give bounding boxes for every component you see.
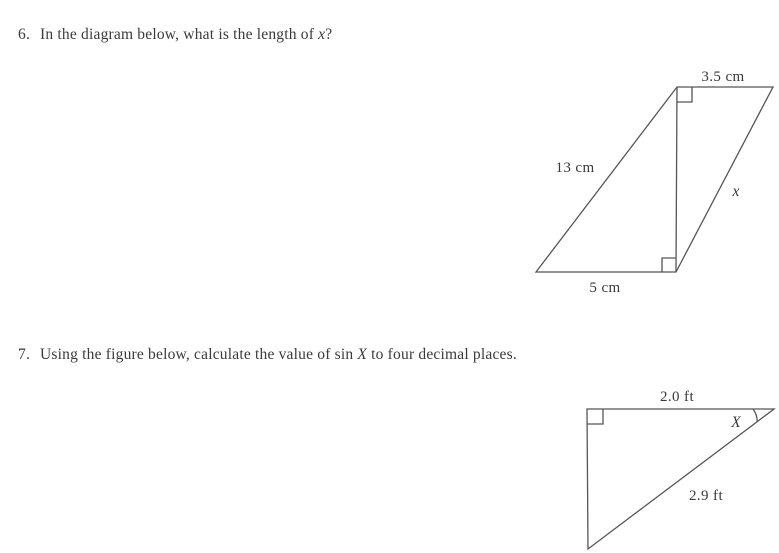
diagram-question-6 [520,55,779,305]
diagram-question-7 [560,380,779,553]
triangle-outline [587,409,774,549]
question-7-variable: X [357,345,368,363]
hypotenuse-label: 2.9 ft [688,488,724,504]
top-side-label: 2.0 ft [659,389,695,405]
question-7-number: 7. [18,345,31,363]
angle-arc [753,409,757,422]
right-angle-marker-bottom [662,258,676,272]
right-angle-marker [587,409,603,424]
top-side-label: 3.5 cm [701,69,745,85]
question-6-variable: x [318,25,326,43]
question-6-text-end: ? [325,25,333,43]
unknown-side-label: x [732,183,740,200]
question-6-text: In the diagram below, what is the length of [40,25,319,43]
angle-label: X [731,414,741,431]
hypotenuse-label: 13 cm [555,160,595,176]
bottom-side-label: 5 cm [589,280,621,296]
question-7 [18,345,517,364]
question-7-text-end: to four decimal places. [367,345,517,363]
question-7-text: Using the figure below, calculate the value of sin [40,345,358,363]
vertical-altitude-line [676,87,677,272]
question-6 [18,25,332,44]
question-6-number: 6. [18,25,31,43]
right-angle-marker-top [677,87,692,102]
quadrilateral-outline [536,87,773,272]
